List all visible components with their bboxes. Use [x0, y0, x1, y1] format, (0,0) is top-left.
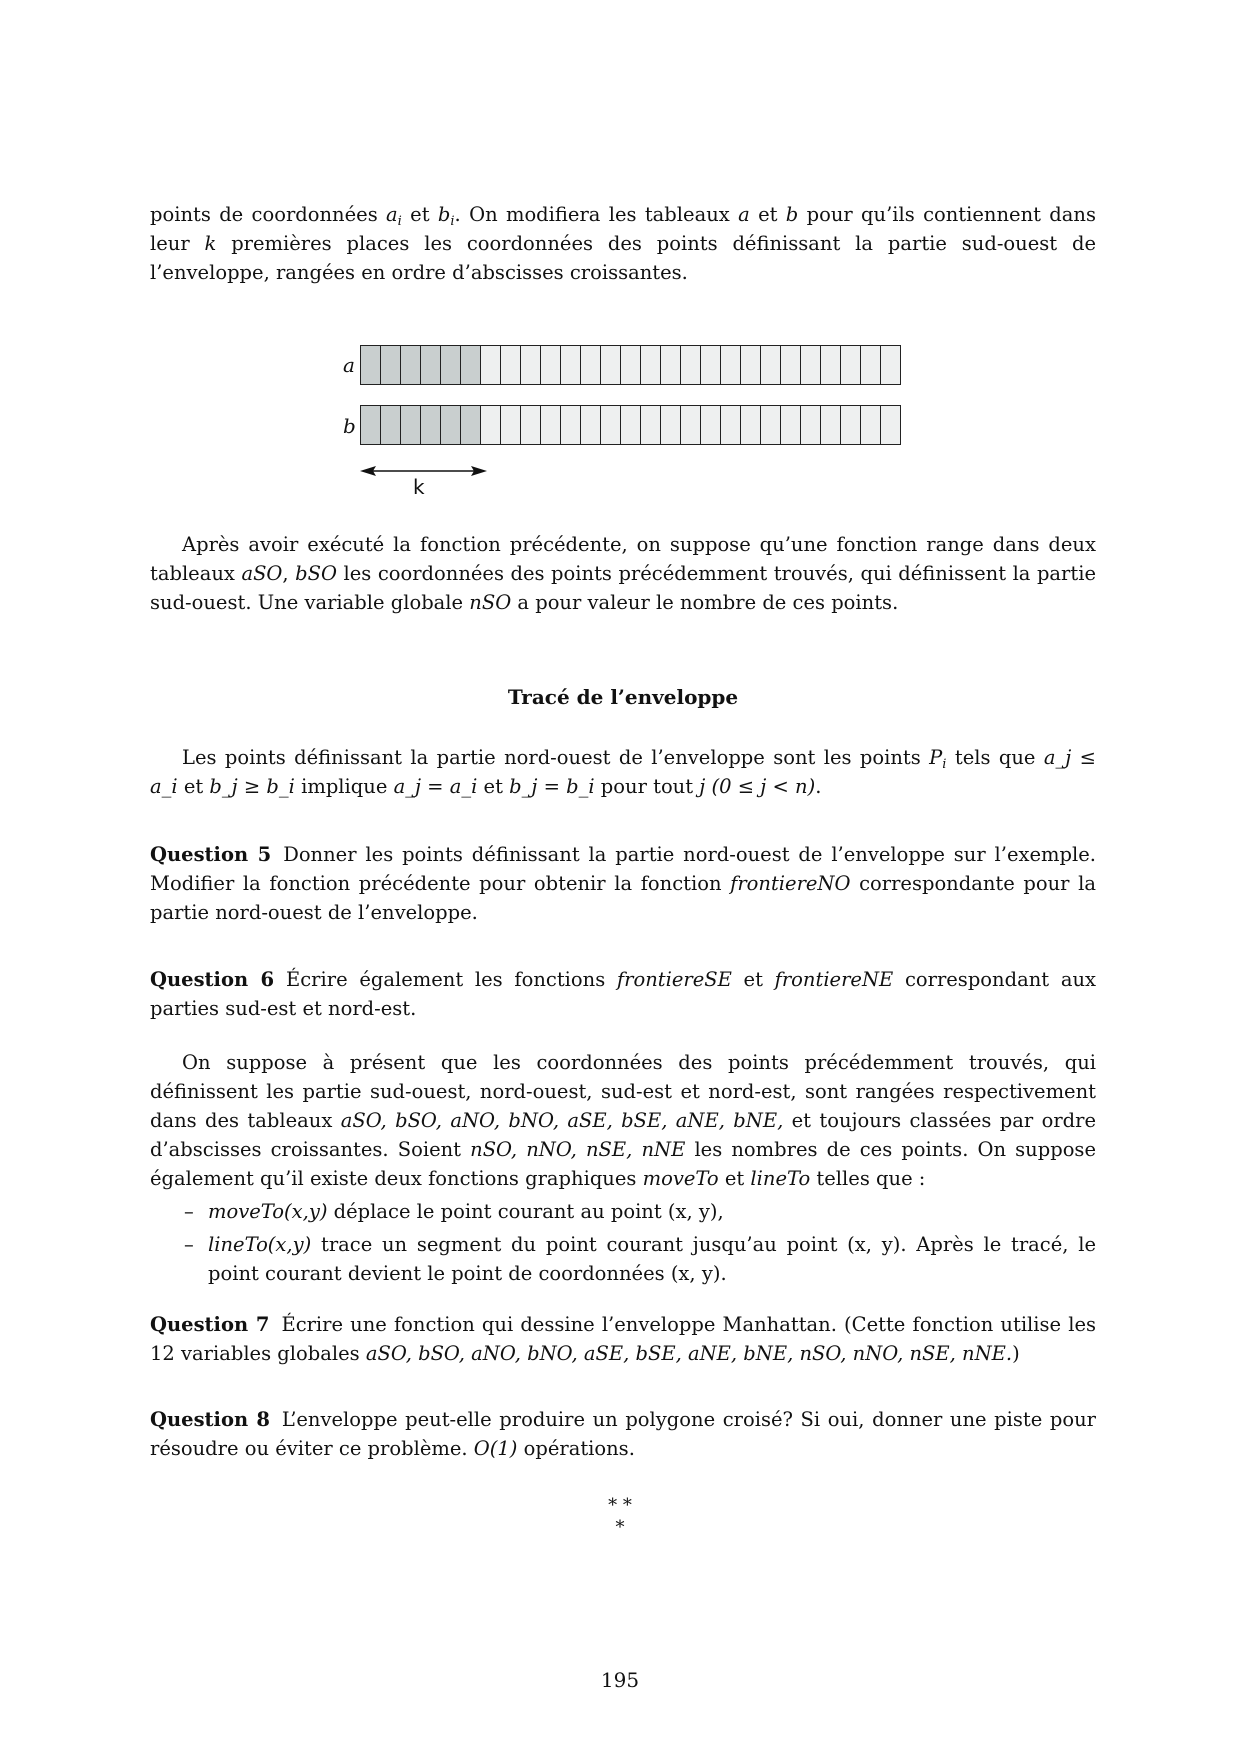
array-cell-empty: [641, 405, 661, 445]
question-5-label: Question 5: [150, 843, 272, 866]
array-cell-empty: [601, 405, 621, 445]
array-cell-empty: [621, 405, 641, 445]
array-cell-empty: [861, 345, 881, 385]
list-item: – moveTo(x,y) déplace le point courant au point (x, y),: [150, 1197, 1096, 1226]
array-cell-empty: [581, 405, 601, 445]
question-8-label: Question 8: [150, 1408, 270, 1431]
array-cell-empty: [781, 345, 801, 385]
array-cell-empty: [781, 405, 801, 445]
array-cell-empty: [841, 345, 861, 385]
intro-text: points de coordonnées $a_i$ et $b_i$. On modifiera les tableaux a et b pour qu’ils contiennent dans leur k premières places les coordonnées des points définissant la partie sud-ouest de l’enveloppe, rangées en ordre d’abscisses croissantes.: [150, 203, 1096, 284]
array-cell-empty: [561, 345, 581, 385]
question-7: Question 7 Écrire une fonction qui dessine l’enveloppe Manhattan. (Cette fonction utilise les 12 variables globales aSO, bSO, aNO, bNO, aSE, bSE, aNE, bNE, nSO, nNO, nSE, nNE.): [150, 1313, 1096, 1365]
array-cell-empty: [881, 405, 901, 445]
page-number: 195: [600, 1668, 640, 1692]
array-cell-filled: [361, 405, 381, 445]
array-cell-empty: [821, 345, 841, 385]
array-cell-filled: [381, 405, 401, 445]
array-cell-filled: [441, 345, 461, 385]
array-cell-filled: [401, 345, 421, 385]
question-6-label: Question 6: [150, 968, 275, 991]
array-cell-filled: [461, 405, 481, 445]
array-cell-empty: [621, 345, 641, 385]
array-cell-empty: [701, 345, 721, 385]
array-a-label: a: [343, 353, 355, 377]
array-cell-empty: [481, 345, 501, 385]
array-cell-filled: [361, 345, 381, 385]
array-b-cells: [360, 405, 901, 445]
array-cell-empty: [801, 405, 821, 445]
array-cell-filled: [381, 345, 401, 385]
array-cell-empty: [501, 405, 521, 445]
question-7-label: Question 7: [150, 1313, 270, 1336]
array-cell-empty: [481, 405, 501, 445]
array-cell-empty: [561, 405, 581, 445]
array-cell-empty: [501, 345, 521, 385]
array-cell-empty: [841, 405, 861, 445]
array-cell-filled: [421, 345, 441, 385]
k-label: k: [413, 475, 425, 499]
array-cell-empty: [761, 345, 781, 385]
array-cell-empty: [541, 345, 561, 385]
question-8: Question 8 L’enveloppe peut-elle produire un polygone croisé? Si oui, donner une piste pour résoudre ou éviter ce problème. O(1) opérations.: [150, 1408, 1096, 1460]
array-cell-empty: [741, 405, 761, 445]
array-cell-empty: [521, 345, 541, 385]
array-cell-empty: [541, 405, 561, 445]
intro-paragraph: [150, 200, 1096, 287]
array-cell-empty: [661, 405, 681, 445]
array-cell-empty: [821, 405, 841, 445]
section-heading: Tracé de l’enveloppe: [507, 685, 739, 709]
question-6: Question 6 Écrire également les fonctions frontiereSE et frontiereNE correspondant aux parties sud-est et nord-est.: [150, 968, 1096, 1020]
array-a-cells: [360, 345, 901, 385]
array-cell-empty: [881, 345, 901, 385]
section-separator-stars: * * *: [608, 1495, 632, 1538]
list-item: – lineTo(x,y) trace un segment du point courant jusqu’au point (x, y). Après le tracé, le point courant devient le point de coordonnées (x, y).: [150, 1230, 1096, 1288]
array-cell-empty: [721, 405, 741, 445]
array-cell-empty: [681, 405, 701, 445]
suppose-paragraph: On suppose à présent que les coordonnées des points précédemment trouvés, qui définissent les partie sud-ouest, nord-ouest, sud-est et nord-est, sont rangées respectivement dans des tableaux aSO, bSO, aNO, bNO, aSE, bSE, aNE, bNE, et toujours classées par ordre d’abscisses croissantes. Soient nSO, nNO, nSE, nNE les nombres de ces points. On suppose également qu’il existe deux fonctions graphiques moveTo et lineTo telles que : – moveTo(x,y) déplace le point courant au point (x, y), – lineTo(x,y) trace un segment du point courant jusqu’au point (x, y). Après le tracé, le point courant devient le point de coordonnées (x, y).: [150, 1048, 1096, 1292]
array-cell-empty: [581, 345, 601, 385]
array-cell-filled: [441, 405, 461, 445]
array-cell-empty: [661, 345, 681, 385]
array-cell-empty: [601, 345, 621, 385]
function-list: [150, 1197, 1096, 1288]
nord-ouest-paragraph: Les points définissant la partie nord-ouest de l’enveloppe sont les points $P_i$ tels que a_j ≤ a_i et b_j ≥ b_i implique a_j = a_i et b_j = b_i pour tout j (0 ≤ j < n).: [150, 746, 1096, 798]
array-diagram: [325, 345, 925, 510]
array-cell-empty: [741, 345, 761, 385]
array-cell-empty: [801, 345, 821, 385]
array-cell-filled: [461, 345, 481, 385]
question-5: Question 5 Donner les points définissant la partie nord-ouest de l’enveloppe sur l’exemple. Modifier la fonction précédente pour obtenir la fonction frontiereNO correspondante pour la partie nord-ouest de l’enveloppe.: [150, 843, 1096, 924]
array-cell-filled: [401, 405, 421, 445]
array-cell-empty: [761, 405, 781, 445]
array-cell-empty: [701, 405, 721, 445]
array-cell-empty: [861, 405, 881, 445]
array-b-label: b: [343, 414, 356, 438]
array-cell-empty: [681, 345, 701, 385]
array-cell-empty: [641, 345, 661, 385]
array-cell-filled: [421, 405, 441, 445]
after-diagram-paragraph: Après avoir exécuté la fonction précédente, on suppose qu’une fonction range dans deux tableaux aSO, bSO les coordonnées des points précédemment trouvés, qui définissent la partie sud-ouest. Une variable globale nSO a pour valeur le nombre de ces points.: [150, 533, 1096, 614]
array-cell-empty: [721, 345, 741, 385]
array-cell-empty: [521, 405, 541, 445]
